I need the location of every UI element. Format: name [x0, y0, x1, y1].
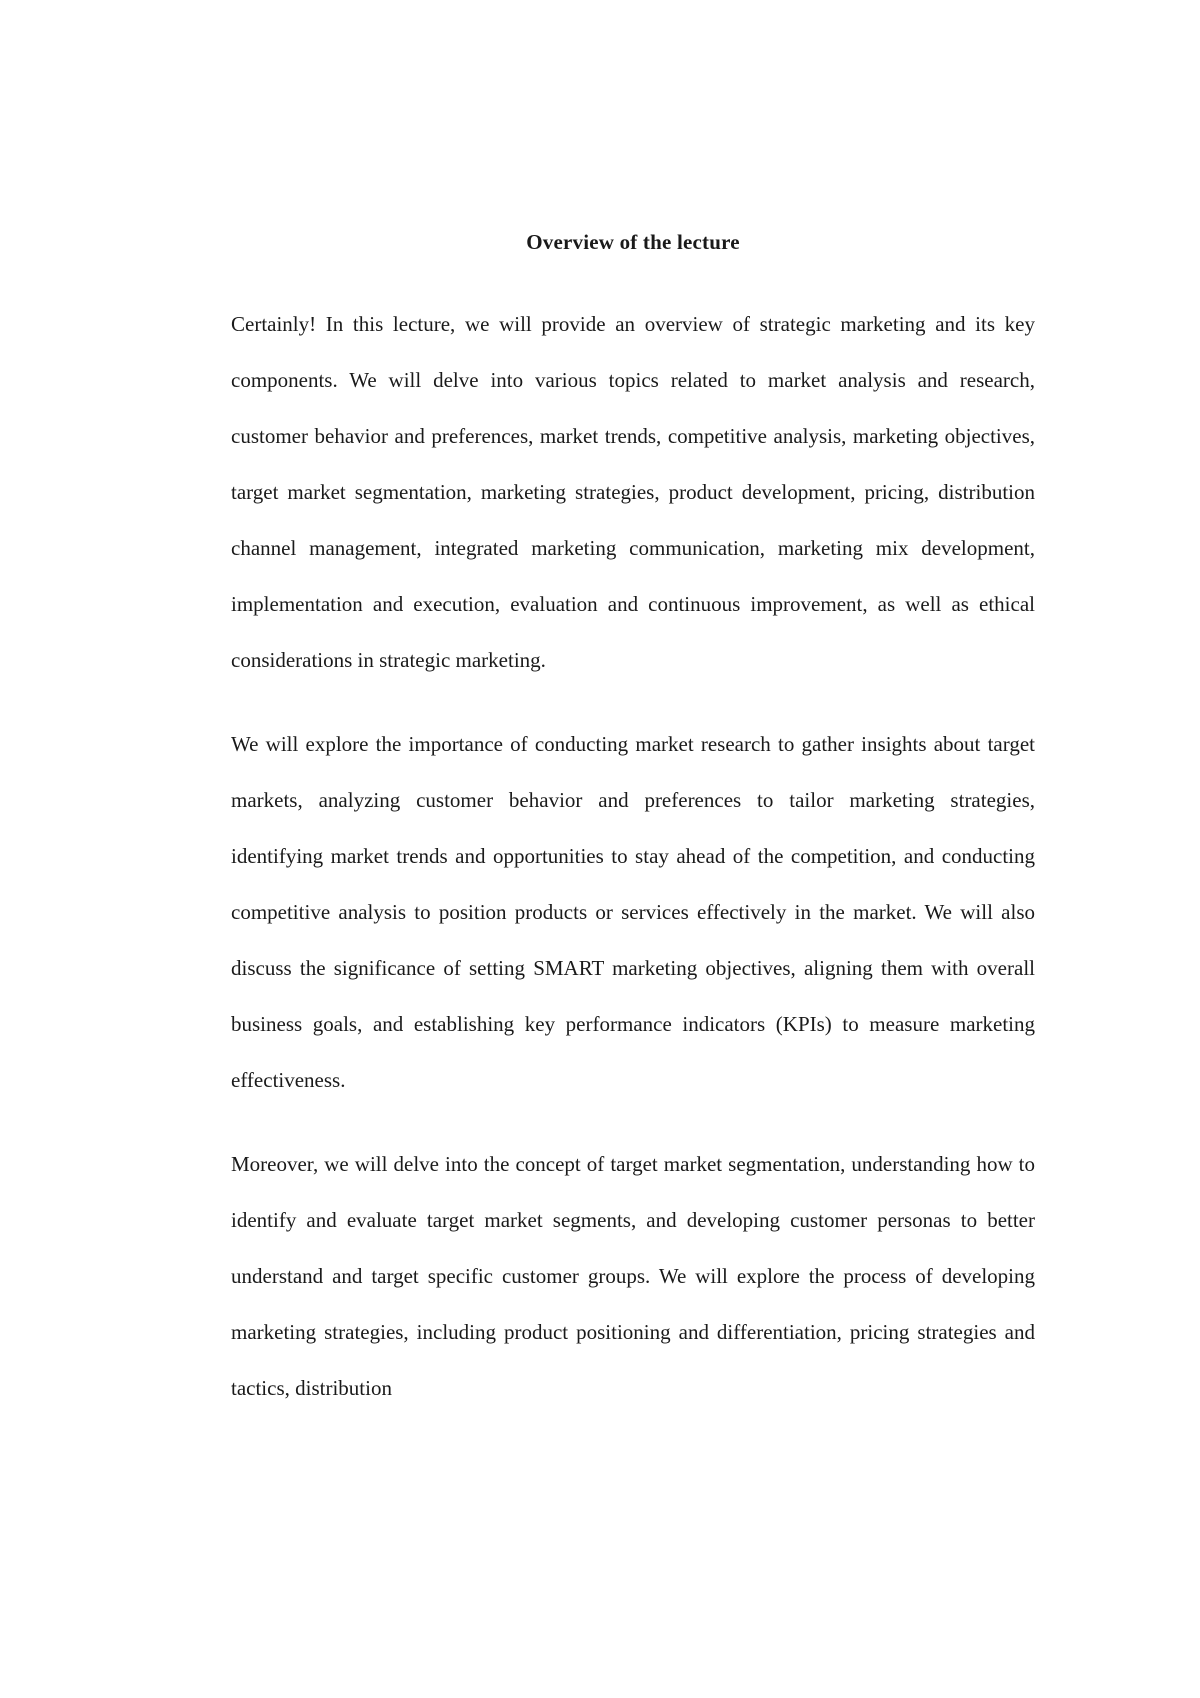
- document-title: Overview of the lecture: [526, 230, 740, 254]
- paragraph-market-research: We will explore the importance of conducting market research to gather insights about target markets, analyzing customer behavior and preferences to tailor marketing strategies, identifying market trends and opportunities to stay ahead of the competition, and conducting competitive analysis to position products or services effectively in the market. We will also discuss the significance of setting SMART marketing objectives, aligning them with overall business goals, and establishing key performance indicators (KPIs) to measure marketing effectiveness.: [231, 732, 1035, 1092]
- paragraph-segmentation: Moreover, we will delve into the concept of target market segmentation, understanding how to identify and evaluate target market segments, and developing customer personas to better understand and target specific customer groups. We will explore the process of developing marketing strategies, including product positioning and differentiation, pricing strategies and tactics, distribution: [231, 1152, 1035, 1400]
- paragraph-overview: Certainly! In this lecture, we will provide an overview of strategic marketing and its key components. We will delve into various topics related to market analysis and research, customer behavior and preferences, market trends, competitive analysis, marketing objectives, target market segmentation, marketing strategies, product development, pricing, distribution channel management, integrated marketing communication, marketing mix development, implementation and execution, evaluation and continuous improvement, as well as ethical considerations in strategic marketing.: [231, 312, 1035, 672]
- document-body: [231, 228, 1035, 1444]
